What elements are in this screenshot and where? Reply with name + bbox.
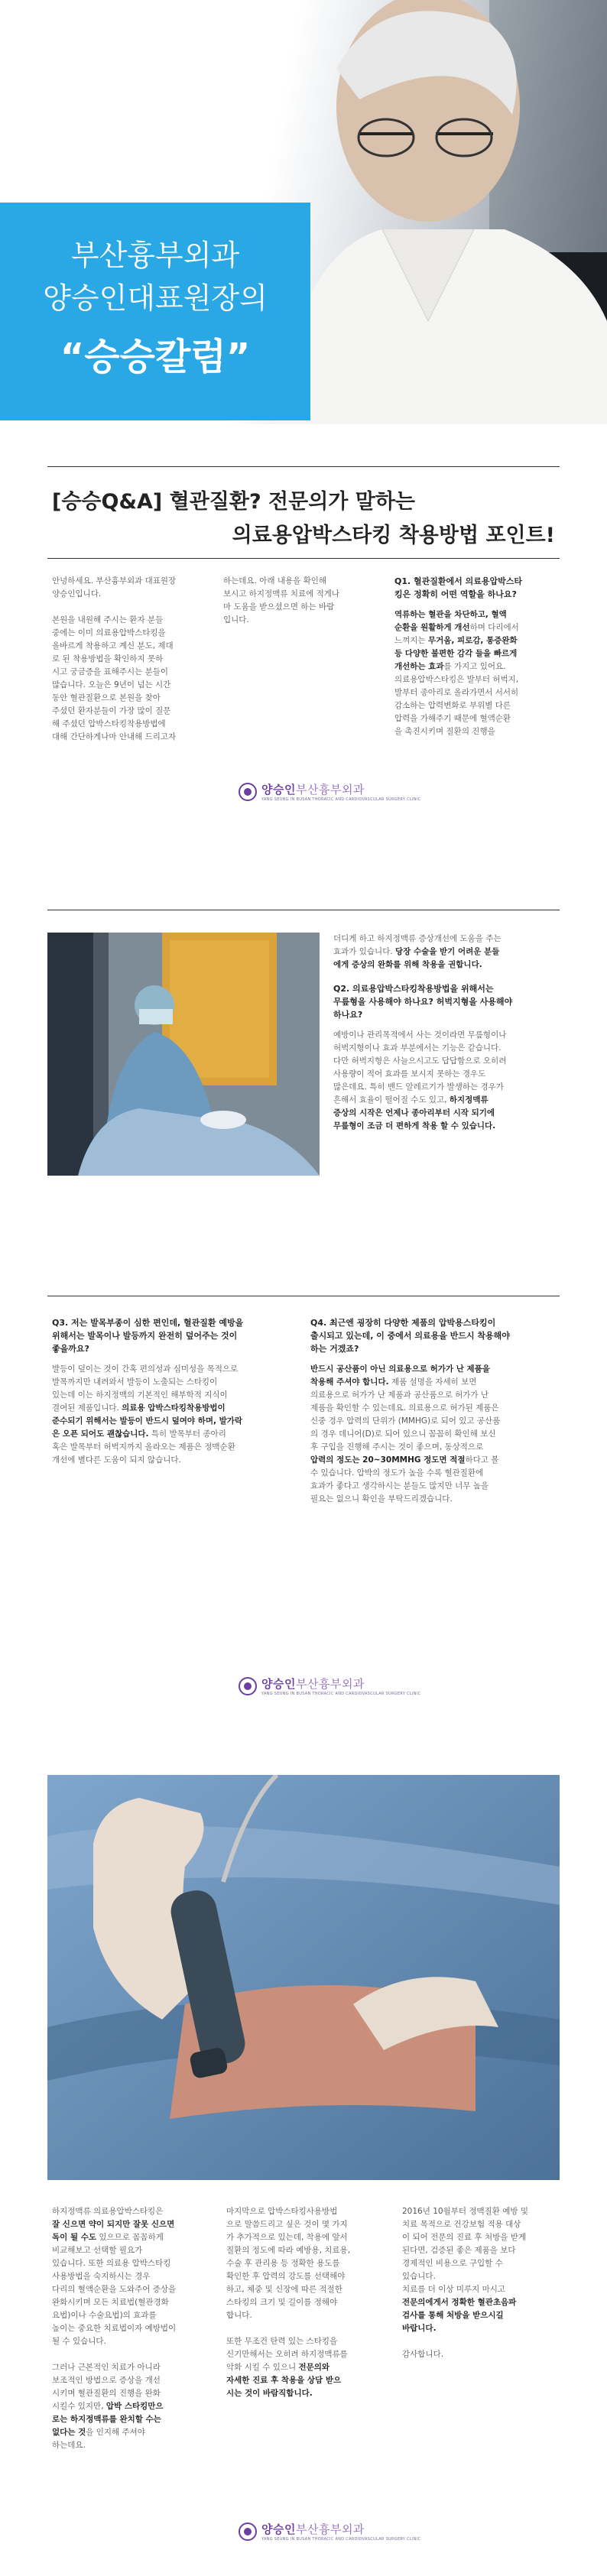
q4-answer-bold-2: 압력의 정도는 20~30MMHG 정도면 적절 — [310, 1455, 466, 1465]
doctor-procedure-photo — [47, 933, 320, 1176]
q1-answer-text-1: 하며 다리에서 느껴지는 — [394, 623, 519, 645]
hero-title-box — [0, 203, 310, 420]
closing-column-3 — [402, 2205, 560, 2361]
q3-answer — [52, 1363, 294, 1467]
closing-col1-bold-2: 압박 스타킹만으 로는 하지정맥류를 완치할 수는 없다는 것 — [52, 2402, 164, 2437]
q3-answer-text-2: 특히 발목부터 종아리 혹은 발목부터 허벅지까지 올라오는 제품은 정맥순환 개선에 별다른 도움이 되지 않습니다. — [52, 1429, 235, 1465]
ultrasound-photo — [47, 1775, 560, 2180]
q2-answer — [333, 1029, 560, 1133]
q2-answer-text: 예방이나 관리목적에서 사는 것이라면 무릎형이나 허벅지형이나 효과 부분에서는 기능은 같습니다. 다만 허벅지형은 사늘으시고도 답답함으로 오히려 사용량이 적어 효과를 보시지 못하는 경우도 많은데요. 특히 밴드 알레르기가 발생하는 경우가 흔해서 효율이 떨어질 수도 있고, — [333, 1030, 507, 1105]
intro-column-1: 안녕하세요. 부산흉부외과 대표원장 양승인입니다. 본원을 내원해 주시는 환자 분들 중에는 이미 의료용압박스타킹을 올바르게 착용하고 계신 분도, 제대 로 된 착용방법을 확인하지 못하 시고 궁금증을 표해주시는 분들이 많습니다. 오늘은 9년이 넘는 시간 동안 혈관질환으로 본원을 찾아 주셨던 환자분들이 가장 많이 질문 해 주셨던 압박스타킹착용방법에 대해 간단하게나마 안내해 드리고자 — [52, 576, 177, 741]
closing-col2-text-1: 마지막으로 압박스타킹사용방법 으로 말씀드리고 싶은 것이 몇 가지 가 추가적으로 있는데, 착용에 앞서 질환의 정도에 따라 예방용, 치료용, 수술 후 관리용 등 정확한 용도를 확인한 후 압력의 강도를 선택해야 하고, 체중 및 신장에 따른 적절한 스타킹의 크기 및 길이를 정해야 합니다. 또한 무조건 탄력 있는 스타킹을 신기만해서는 오히려 하지정맥류를 악화 시킬 수 있으니 — [226, 2207, 351, 2372]
clinic-logo — [239, 781, 420, 802]
closing-col3-text-2: 감사합니다. — [402, 2350, 444, 2359]
clinic-logo-2-main: 양승인 — [261, 1677, 296, 1691]
clinic-logo-icon — [239, 783, 257, 801]
q4-answer-text-1: 제품 설명을 자세히 보면 의료용으로 허가가 난 제품과 공산품으로 허가가 난 제품을 확인할 수 있는데요. 의료용으로 허가된 제품은 신중 경우 압력의 단위가 (MMHG)로 되어 있고 공산품 의 경우 데니어(D)로 되어 있으니 꼼꼼히 확인해 보신 후 구입을 진행해 주시는 것이 좋으며, 동상적으로 — [310, 1377, 501, 1452]
section2-intro-bold: 당장 수술을 받기 어려운 분들 에게 증상의 완화를 위해 착용을 권합니다. — [333, 947, 500, 969]
q3-answer-text-1: 발등이 덮이는 것이 간혹 편의성과 심미성을 목적으로 발목까지만 내려와서 발등이 노출되는 스타킹이 있는데 이는 하지정맥의 기본적인 해부학적 지식이 결여된 제품입니다. — [52, 1364, 239, 1413]
closing-col2-bold: 전문의와 자세한 진료 후 착용을 상담 받으 시는 것이 바람직합니다. — [226, 2363, 342, 2398]
clinic-logo-main: 양승인 — [261, 783, 296, 796]
closing-column-2 — [226, 2205, 382, 2400]
title-top-rule — [47, 466, 560, 467]
article-title-line-1: [승승Q&A] 혈관질환? 전문의가 말하는 — [52, 490, 416, 514]
clinic-logo-2-sub: 부산흉부외과 — [295, 1677, 365, 1691]
clinic-logo-sub: 부산흉부외과 — [295, 783, 365, 796]
section2-intro — [333, 933, 560, 972]
q1-block — [394, 575, 557, 738]
q4-answer-text-2: 하다고 볼 수 있습니다. 압박의 정도가 높을 수록 혈관질환에 효과가 좋다고 생각하시는 분들도 많지만 너무 높을 필요는 없으니 확인을 부탁드리겠습니다. — [310, 1455, 499, 1504]
q4-question: Q4. 최근엔 굉장히 다양한 제품의 압박용스타킹이 출시되고 있는데, 이 중에서 의료용을 반드시 착용해야 하는 거겠죠? — [310, 1318, 510, 1354]
hero-line-1: 부산흉부외과 — [70, 238, 240, 272]
title-bottom-rule — [47, 558, 560, 559]
q4-block — [310, 1316, 560, 1506]
clinic-logo-tagline: YANG SEUNG IN BUSAN THORACIC AND CARDIOVASCULAR SURGERY CLINIC — [261, 797, 421, 802]
q4-answer-bold-1: 반드시 공산품이 아닌 의료용으로 허가가 난 제품을 착용해 주셔야 합니다. — [310, 1364, 490, 1387]
q3-question: Q3. 저는 발목부종이 심한 편인데, 혈관질환 예방을 위해서는 발목이나 발등까지 완전히 덮어주는 것이 좋을까요? — [52, 1318, 244, 1354]
closing-col1-text-2: 있으므로 꼼꼼하게 비교해보고 선택할 필요가 있습니다. 또한 의료용 압박스타킹 사용방법을 숙지하시는 경우 다리의 혈액순환을 도와주어 증상을 완화시키며 모든 치료법(혈관경화 요법)이나 수술요법)의 효과를 높이는 중요한 치료법이자 예방법이 될 수 있습니다. 그러나 근본적인 치료가 아니라 보조적인 방법으로 증상을 개선 시키며 혈관질환의 진행을 완화 시킬수 있지만, — [52, 2233, 177, 2411]
clinic-logo-3 — [239, 2521, 420, 2542]
section2-text — [333, 933, 560, 1133]
section2-intro-text: 더디게 하고 하지정맥류 증상개선에 도움을 주는 효과가 있습니다. — [333, 934, 502, 956]
closing-col1-text-1: 하지정맥류 의료용압박스타킹은 — [52, 2207, 164, 2216]
clinic-logo-3-main: 양승인 — [261, 2522, 296, 2536]
clinic-logo-2 — [239, 1676, 420, 1696]
q1-question: Q1. 혈관질환에서 의료용압박스타 킹은 정확히 어떤 역할을 하나요? — [394, 576, 522, 599]
hero-line-3: “승승칼럼” — [60, 336, 251, 378]
closing-col1-bold-1: 잘 신으면 약이 되지만 잘못 신으면 독이 될 수도 — [52, 2220, 175, 2242]
clinic-logo-3-sub: 부산흉부외과 — [295, 2522, 365, 2536]
q1-answer-bold-1: 역류하는 혈관을 차단하고, 혈액 순환을 원활하게 개선 — [394, 610, 507, 632]
closing-col1-text-3: 을 인지해 주셔야 하는데요. — [52, 2428, 145, 2450]
q2-question: Q2. 의료용압박스타킹착용방법을 위해서는 무릎형을 사용해야 하나요? 허벅지형을 사용해야 하나요? — [333, 984, 513, 1020]
closing-col3-bold: 전문의에게서 정확한 혈관초음파 검사를 통해 처방을 받으시길 바랍니다. — [402, 2298, 517, 2333]
q1-answer-bold-2: 무거움, 피로감, 통증완화 등 다양한 불편한 감각 들을 빠르게 개선하는 효과 — [394, 636, 518, 671]
hero-line-2: 양승인대표원장의 — [43, 281, 268, 315]
q1-answer-text-2: 를 가지고 있어요. 의료용압박스타킹은 발부터 허벅지, 발부터 종아리로 올라가면서 서서히 감소하는 압력변화로 부위별 다른 압력을 가해주기 때문에 혈액순환 을 촉진시키며 질환의 진행을 — [394, 662, 519, 736]
closing-column-1 — [52, 2205, 205, 2452]
clinic-logo-3-tagline: YANG SEUNG IN BUSAN THORACIC AND CARDIOVASCULAR SURGERY CLINIC — [261, 2537, 421, 2542]
closing-col3-text-1: 2016년 10월부터 정맥질환 예방 및 치료 목적으로 건강보험 적용 대상 이 되어 전문의 진료 후 처방을 받게 된다면, 검증된 좋은 제품을 보다 경제적인 비용으로 구입할 수 있습니다. 치료를 더 이상 미루지 마시고 — [402, 2207, 529, 2294]
clinic-logo-2-tagline: YANG SEUNG IN BUSAN THORACIC AND CARDIOVASCULAR SURGERY CLINIC — [261, 1692, 421, 1696]
q1-answer — [394, 608, 557, 738]
q3-answer-bold: 의료용 압박스타킹착용방법이 준수되기 위해서는 발등이 반드시 덮여야 하며, 발가락 은 오픈 되어도 괜찮습니다. — [52, 1403, 243, 1439]
q2-answer-bold: 하지정맥류 증상의 시작은 언제나 종아리부터 시작 되기에 무릎형이 조금 더 편하게 착용 할 수 있습니다. — [333, 1095, 496, 1131]
q4-answer — [310, 1363, 560, 1506]
q3-block — [52, 1316, 294, 1467]
clinic-logo-3-icon — [239, 2522, 257, 2541]
clinic-logo-2-icon — [239, 1677, 257, 1695]
article-title-line-2: 의료용압박스타킹 착용방법 포인트! — [232, 524, 555, 547]
intro-column-2: 하는데요. 아래 내용을 확인해 보시고 하지정맥류 치료에 적게나 마 도움을 받으셨으면 하는 바람 입니다. — [223, 576, 340, 625]
